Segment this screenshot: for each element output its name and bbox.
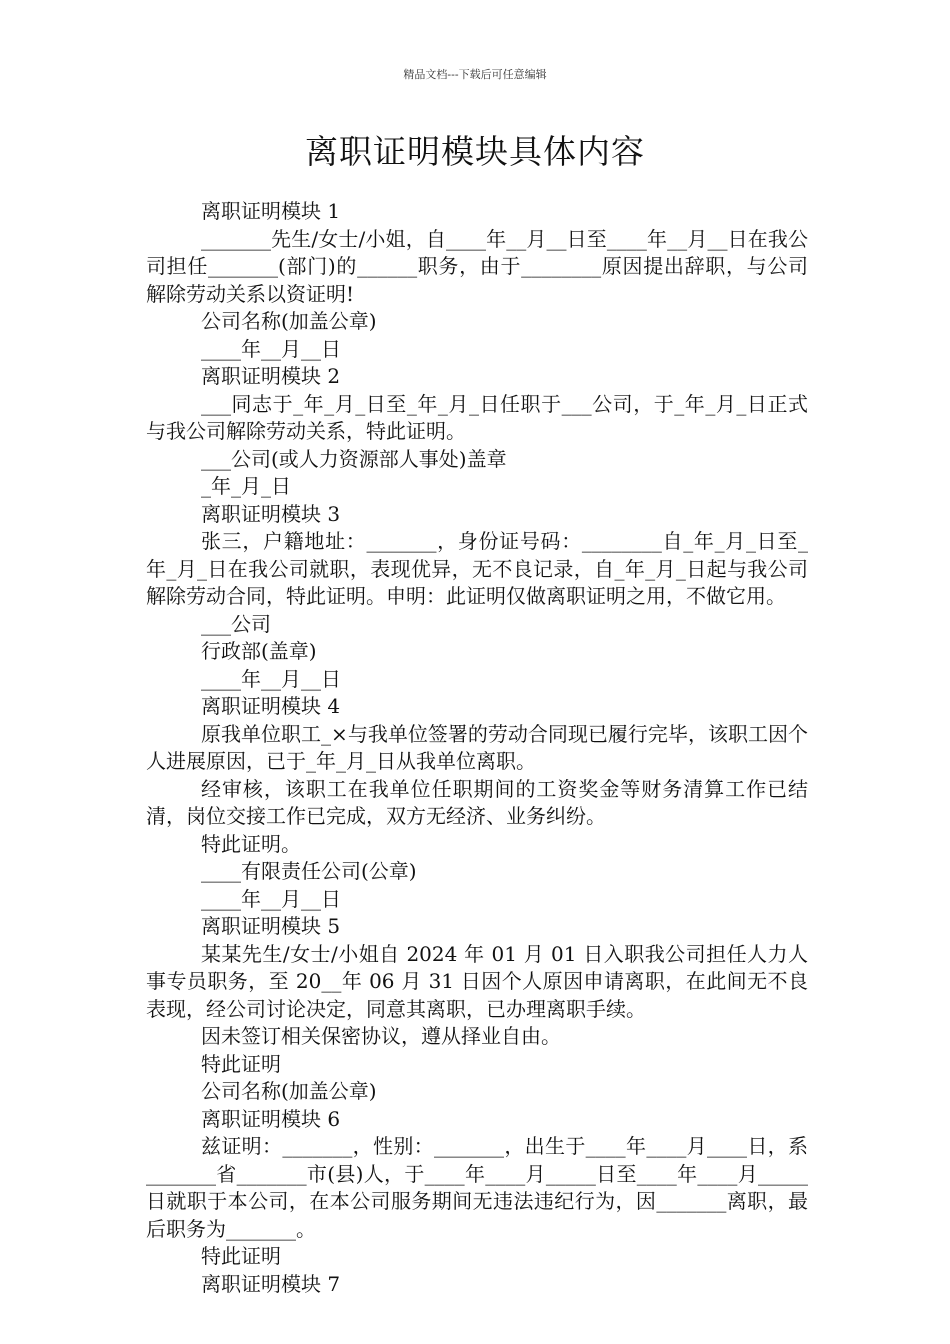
paragraph: 原我单位职工_×与我单位签署的劳动合同现已履行完毕，该职工因个人进展原因，已于_年_月_日从我单位离职。 bbox=[146, 721, 808, 773]
paragraph: 兹证明：_______，性别：_______，出生于____年____月____日，系_______省_______市(县)人，于____年____月_____日至____年____月_____日就职于本公司，在本公司服务期间无违法违纪行为，因_______离职，最后职务为_______。 bbox=[146, 1134, 808, 1241]
section-heading-4: 离职证明模块 4 bbox=[201, 694, 341, 718]
section-heading-2: 离职证明模块 2 bbox=[201, 364, 341, 388]
paragraph: 张三，户籍地址：_______，身份证号码：________自_年_月_日至_年_月_日在我公司就职，表现优异，无不良记录，自_年_月_日起与我公司解除劳动合同，特此证明。申明：此证明仅做离职证明之用，不做它用。 bbox=[146, 529, 808, 608]
closing-line: 特此证明。 bbox=[201, 831, 301, 856]
closing-line: 特此证明 bbox=[201, 1244, 281, 1268]
paragraph: ___同志于_年_月_日至_年_月_日任职于___公司，于_年_月_日正式与我公司解除劳动关系，特此证明。 bbox=[146, 391, 808, 443]
signature-line: ___公司(或人力资源部人事处)盖章 bbox=[201, 446, 507, 471]
section-heading-6: 离职证明模块 6 bbox=[201, 1106, 341, 1131]
section-heading-7: 离职证明模块 7 bbox=[201, 1271, 341, 1296]
date-line: _年_月_日 bbox=[201, 474, 291, 498]
section-heading-1: 离职证明模块 1 bbox=[201, 199, 341, 223]
document-title: 离职证明模块具体内容 bbox=[305, 132, 645, 171]
date-line: ____年__月__日 bbox=[201, 666, 341, 691]
section-heading-5: 离职证明模块 5 bbox=[201, 914, 341, 938]
document-body bbox=[146, 198, 808, 1298]
signature-line: ___公司 bbox=[201, 611, 271, 636]
date-line: ____年__月__日 bbox=[201, 886, 341, 911]
paragraph: 某某先生/女士/小姐自 2024 年 01 月 01 日入职我公司担任人力人事专员职务，至 20__年 06 月 31 日因个人原因申请离职，在此间无不良表现，经公司讨论决定，同意其离职，已办理离职手续。 bbox=[146, 941, 808, 1021]
paragraph: 因未签订相关保密协议，遵从择业自由。 bbox=[201, 1024, 561, 1048]
signature-line: 行政部(盖章) bbox=[201, 639, 317, 663]
closing-line: 特此证明 bbox=[201, 1051, 281, 1076]
signature-line: ____有限责任公司(公章) bbox=[201, 859, 417, 883]
section-heading-3: 离职证明模块 3 bbox=[201, 501, 341, 526]
paragraph: 经审核，该职工在我单位任职期间的工资奖金等财务清算工作已结清，岗位交接工作已完成，双方无经济、业务纠纷。 bbox=[146, 776, 808, 828]
page-header: 精品文档---下载后可任意编辑 bbox=[403, 68, 547, 81]
date-line: ____年__月__日 bbox=[201, 336, 341, 361]
paragraph: _______先生/女士/小姐，自____年__月__日至____年__月__日在我公司担任_______(部门)的______职务，由于________原因提出辞职，与公司解除劳动关系以资证明! bbox=[146, 226, 808, 306]
signature-line: 公司名称(加盖公章) bbox=[201, 1079, 377, 1103]
signature-line: 公司名称(加盖公章) bbox=[201, 309, 377, 333]
